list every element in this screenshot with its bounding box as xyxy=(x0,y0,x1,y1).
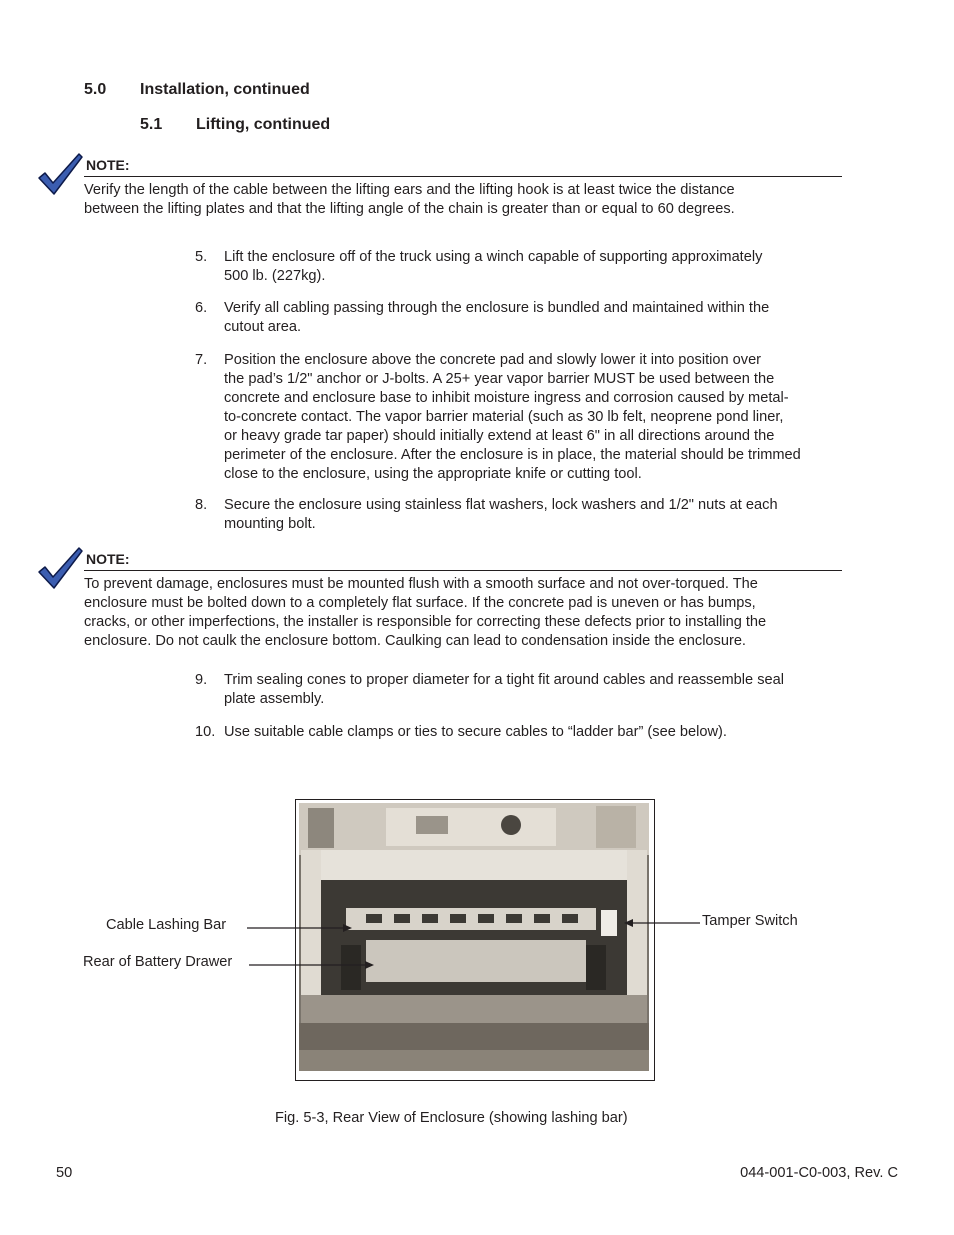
step-line: to-concrete contact. The vapor barrier material (such as 30 lb felt, neoprene pond liner, xyxy=(224,409,784,425)
callout-label-cable-lashing-bar: Cable Lashing Bar xyxy=(106,917,227,933)
document-id: 044-001-C0-003, Rev. C xyxy=(740,1165,898,1181)
step-line: concrete and enclosure base to inhibit moisture ingress and corrosion caused by metal- xyxy=(224,390,789,406)
step-number: 5. xyxy=(195,249,208,265)
step-line: Secure the enclosure using stainless flat washers, lock washers and 1/2" nuts at each xyxy=(224,497,778,513)
step-number: 7. xyxy=(195,352,208,368)
step-line: Lift the enclosure off of the truck using a winch capable of supporting approximately xyxy=(224,249,763,265)
step-line: Use suitable cable clamps or ties to secure cables to “ladder bar” (see below). xyxy=(224,724,727,740)
section-number: 5.0 xyxy=(84,81,107,98)
note-line: Verify the length of the cable between the lifting ears and the lifting hook is at least twice the distance xyxy=(84,182,735,198)
step-line: plate assembly. xyxy=(224,691,325,707)
step-line: Position the enclosure above the concrete pad and slowly lower it into position over xyxy=(224,352,762,368)
note-line: enclosure. Do not caulk the enclosure bottom. Caulking can lead to condensation inside the enclosure. xyxy=(84,633,746,649)
figure-caption: Fig. 5-3, Rear View of Enclosure (showing lashing bar) xyxy=(275,1110,628,1126)
note-line: between the lifting plates and that the lifting angle of the chain is greater than or equal to 60 degrees. xyxy=(84,201,735,217)
step-line: the pad’s 1/2" anchor or J-bolts. A 25+ year vapor barrier MUST be used between the xyxy=(224,371,775,387)
note-line: cracks, or other imperfections, the installer is responsible for correcting these defects prior to installing the xyxy=(84,614,767,630)
subsection-title: Lifting, continued xyxy=(196,116,331,133)
note-label: NOTE: xyxy=(86,551,130,567)
callout-label-battery-drawer: Rear of Battery Drawer xyxy=(83,954,233,970)
section-title: Installation, continued xyxy=(140,81,310,98)
step-line: Trim sealing cones to proper diameter for a tight fit around cables and reassemble seal xyxy=(224,672,784,688)
step-number: 8. xyxy=(195,497,208,513)
note-line: To prevent damage, enclosures must be mounted flush with a smooth surface and not over-torqued. The xyxy=(84,576,758,592)
step-number: 10. xyxy=(195,724,216,740)
step-line: close to the enclosure, using the appropriate knife or cutting tool. xyxy=(224,466,642,482)
callout-label-tamper-switch: Tamper Switch xyxy=(702,913,798,929)
note-label: NOTE: xyxy=(86,157,130,173)
step-line: Verify all cabling passing through the enclosure is bundled and maintained within the xyxy=(224,300,770,316)
step-number: 9. xyxy=(195,672,208,688)
step-number: 6. xyxy=(195,300,208,316)
step-line: cutout area. xyxy=(224,319,302,335)
subsection-number: 5.1 xyxy=(140,116,163,133)
step-line: or heavy grade tar paper) should initially extend at least 6" in all directions around the xyxy=(224,428,775,444)
page-number: 50 xyxy=(56,1165,73,1181)
step-line: perimeter of the enclosure. After the enclosure is in place, the material should be trimmed xyxy=(224,447,801,463)
step-line: mounting bolt. xyxy=(224,516,316,532)
note-line: enclosure must be bolted down to a completely flat surface. If the concrete pad is uneven or has bumps, xyxy=(84,595,756,611)
step-line: 500 lb. (227kg). xyxy=(224,268,326,284)
